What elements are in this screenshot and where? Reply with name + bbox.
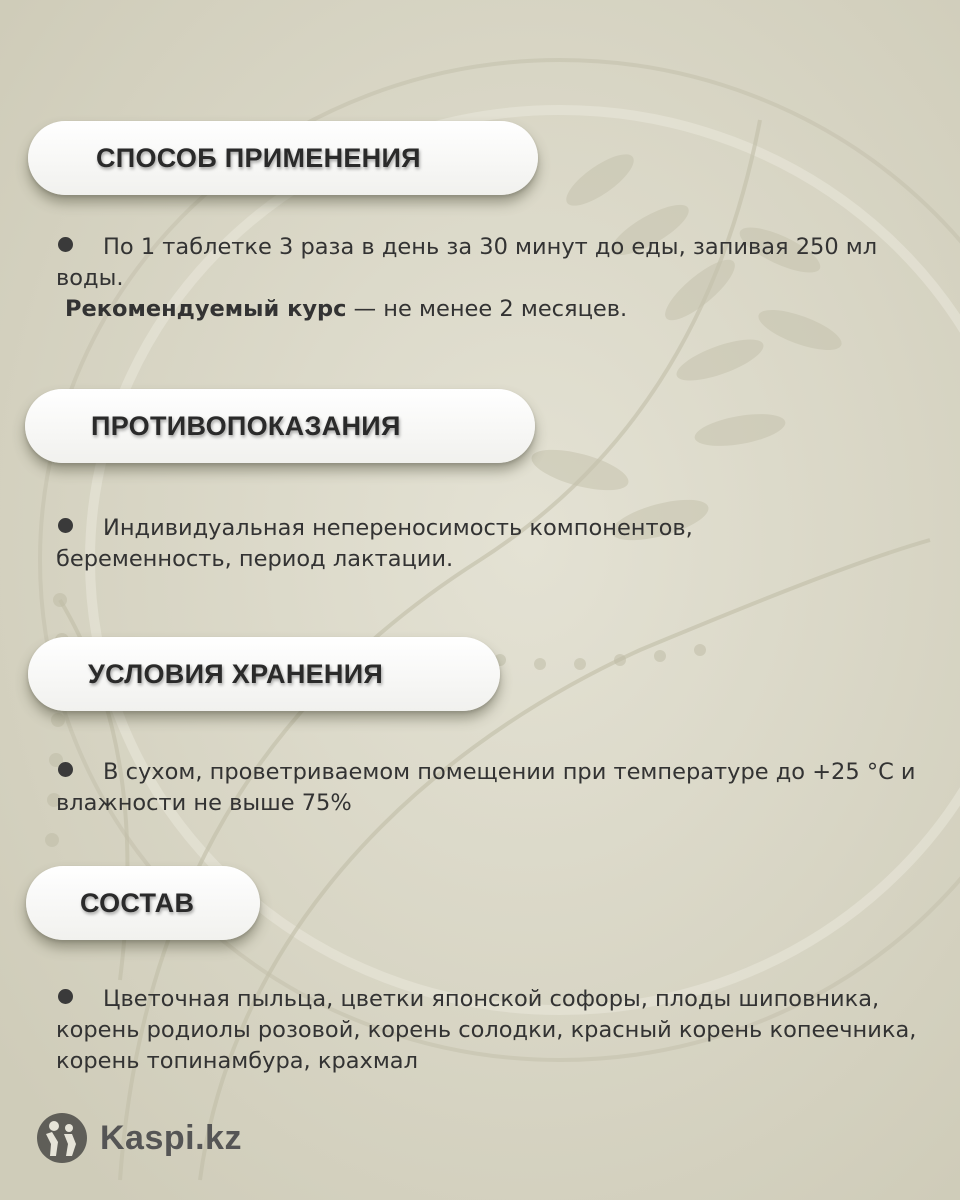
composition-text: Цветочная пыльца, цветки японской софоры, плоды шиповника, корень родиолы розовой, корень солодки, красный корень копеечника, корень топинамбура, крахмал [56, 986, 917, 1074]
section-title: УСЛОВИЯ ХРАНЕНИЯ [88, 658, 384, 689]
section-title: СОСТАВ [80, 887, 195, 918]
bullet-icon [58, 518, 73, 533]
section-title: ПРОТИВОПОКАЗАНИЯ [91, 410, 401, 441]
contraindications-text: Индивидуальная непереносимость компонентов, беременность, период лактации. [56, 515, 693, 572]
bullet-icon [58, 762, 73, 777]
kaspi-figure-icon [36, 1112, 88, 1164]
section-header-storage [28, 637, 500, 711]
section-header-usage [28, 121, 538, 195]
bullet-icon [58, 989, 73, 1004]
section-header-contraindications [25, 389, 535, 463]
section-header-composition [26, 866, 260, 940]
course-label: Рекомендуемый курс [65, 296, 347, 322]
section-title: СПОСОБ ПРИМЕНЕНИЯ [96, 142, 421, 173]
bullet-icon [58, 237, 73, 252]
storage-text: В сухом, проветриваемом помещении при температуре до +25 °С и влажности не выше 75% [56, 759, 916, 816]
kaspi-logo [36, 1112, 242, 1164]
logo-text: Kaspi.kz [100, 1118, 242, 1157]
usage-text: По 1 таблетке 3 раза в день за 30 минут до еды, запивая 250 мл воды. Рекомендуемый курс — не менее 2 месяцев. [56, 234, 878, 322]
